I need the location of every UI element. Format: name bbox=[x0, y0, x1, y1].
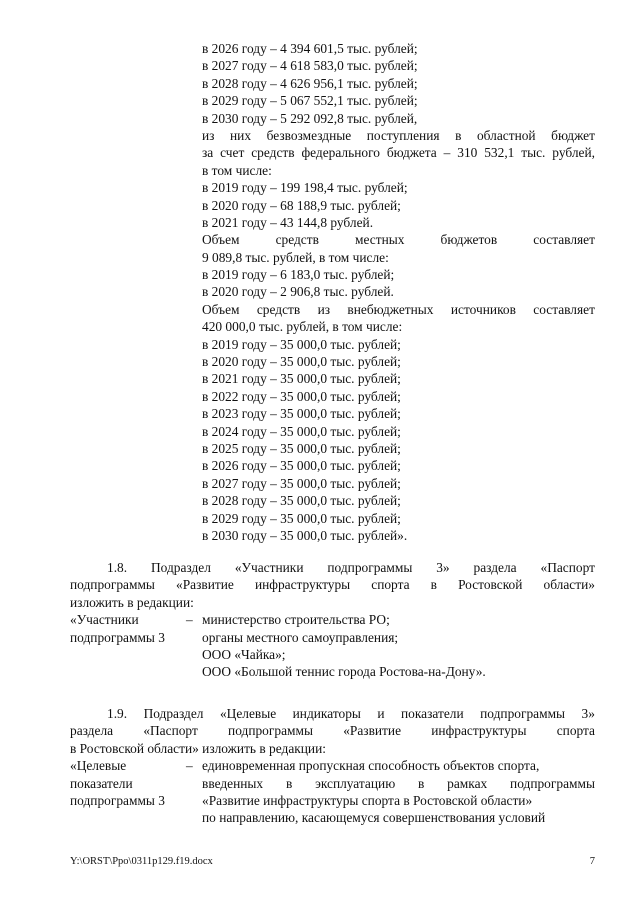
extra-year: в 2020 году – 35 000,0 тыс. рублей; bbox=[202, 354, 401, 370]
word: области» bbox=[543, 577, 595, 593]
row-value: по направлению, касающемуся совершенствования условий bbox=[202, 810, 546, 826]
participants-row bbox=[70, 611, 595, 628]
word: – bbox=[443, 145, 451, 161]
extra-year: в 2021 году – 35 000,0 тыс. рублей; bbox=[202, 371, 401, 387]
word: показатели bbox=[401, 706, 464, 721]
row-label: «Целевые bbox=[70, 758, 127, 774]
word: подпрограммы bbox=[228, 723, 313, 739]
word: «Паспорт bbox=[143, 723, 198, 739]
word: средств bbox=[256, 301, 301, 317]
word: счет bbox=[220, 145, 245, 161]
federal-line bbox=[202, 144, 595, 161]
paragraph-line: в Ростовской области» изложить в редакции: bbox=[70, 740, 326, 756]
extra-year: в 2026 году – 35 000,0 тыс. рублей; bbox=[202, 458, 401, 474]
row-value: министерство строительства РО; bbox=[202, 612, 390, 628]
indicators-row bbox=[70, 757, 595, 774]
row-dash bbox=[186, 809, 202, 826]
word: них bbox=[230, 127, 252, 143]
word: рамках bbox=[447, 775, 488, 791]
section-1-9 bbox=[70, 705, 595, 827]
extra-year: в 2024 году – 35 000,0 тыс. рублей; bbox=[202, 423, 401, 439]
word: 532,1 bbox=[484, 145, 515, 161]
word: из bbox=[202, 127, 215, 143]
row-value: единовременная пропускная способность объектов спорта, bbox=[202, 758, 540, 774]
row-dash: – bbox=[186, 612, 193, 628]
word: рублей, bbox=[552, 145, 595, 161]
word: федерального bbox=[301, 145, 380, 161]
budget-line: в 2026 году – 4 394 601,5 тыс. рублей; bbox=[202, 41, 418, 56]
word: Подраздел bbox=[143, 706, 204, 721]
budget-line: в 2028 году – 4 626 956,1 тыс. рублей; bbox=[202, 75, 418, 91]
word: средств bbox=[275, 232, 319, 248]
word: эксплуатацию bbox=[315, 775, 396, 791]
page-footer bbox=[70, 856, 595, 868]
row-dash bbox=[186, 663, 202, 680]
word: в bbox=[418, 775, 425, 791]
word: 1.9. bbox=[107, 706, 128, 721]
paragraph-line bbox=[70, 576, 595, 593]
indicators-row bbox=[70, 775, 595, 792]
local-year: в 2020 году – 2 906,8 тыс. рублей. bbox=[202, 284, 394, 300]
paragraph-line bbox=[70, 559, 595, 576]
word: Объем bbox=[202, 301, 240, 317]
row-label bbox=[70, 809, 186, 826]
word: бюджетов bbox=[440, 232, 498, 248]
row-label: «Участники bbox=[70, 612, 139, 628]
budget-line: в 2030 году – 5 292 092,8 тыс. рублей, bbox=[202, 110, 418, 126]
extra-year: в 2022 году – 35 000,0 тыс. рублей; bbox=[202, 388, 401, 404]
row-dash bbox=[186, 646, 202, 663]
word: в bbox=[455, 127, 462, 143]
row-value: ООО «Большой теннис города Ростова-на-Дону». bbox=[202, 664, 486, 680]
extra-year: в 2019 году – 35 000,0 тыс. рублей; bbox=[202, 336, 401, 352]
extra-year: в 2023 году – 35 000,0 тыс. рублей; bbox=[202, 406, 401, 422]
word: составляет bbox=[533, 232, 595, 248]
paragraph-line bbox=[70, 705, 595, 722]
word: безвозмездные bbox=[266, 127, 352, 143]
word: «Развитие bbox=[343, 723, 402, 739]
word: Подраздел bbox=[151, 560, 211, 575]
extra-year: в 2027 году – 35 000,0 тыс. рублей; bbox=[202, 475, 401, 491]
row-value: «Развитие инфраструктуры спорта в Ростовской области» bbox=[202, 792, 533, 808]
word: индикаторы bbox=[292, 706, 361, 721]
row-dash bbox=[186, 629, 202, 646]
word: «Целевые bbox=[219, 706, 277, 721]
word: подпрограммы bbox=[480, 706, 566, 721]
local-line bbox=[202, 231, 595, 248]
word: областной bbox=[476, 127, 536, 143]
word: средств bbox=[251, 145, 295, 161]
word: «Паспорт bbox=[540, 560, 595, 575]
word: в bbox=[430, 577, 437, 593]
page-number: 7 bbox=[589, 856, 595, 867]
row-dash bbox=[186, 775, 202, 792]
word: спорта bbox=[556, 723, 595, 739]
federal-year: в 2021 году – 43 144,8 рублей. bbox=[202, 214, 374, 230]
extra-year: в 2030 году – 35 000,0 тыс. рублей». bbox=[202, 527, 408, 543]
extra-line: 420 000,0 тыс. рублей, в том числе: bbox=[202, 319, 403, 335]
extra-line bbox=[202, 301, 595, 318]
word: в bbox=[285, 775, 293, 791]
federal-tail: в том числе: bbox=[202, 162, 272, 178]
row-label bbox=[70, 646, 186, 663]
section-1-8 bbox=[70, 559, 595, 681]
paragraph-line bbox=[70, 722, 595, 739]
participants-row bbox=[70, 629, 595, 646]
federal-year: в 2020 году – 68 188,9 тыс. рублей; bbox=[202, 197, 401, 213]
row-label: подпрограммы 3 bbox=[70, 629, 165, 645]
row-label bbox=[70, 663, 186, 680]
row-dash bbox=[186, 792, 202, 809]
word: и bbox=[377, 706, 385, 721]
row-value bbox=[202, 775, 595, 792]
word: внебюджетных bbox=[347, 301, 434, 317]
row-value: ООО «Чайка»; bbox=[202, 646, 286, 662]
row-label: показатели bbox=[70, 775, 133, 791]
budget-line: в 2027 году – 4 618 583,0 тыс. рублей; bbox=[202, 58, 418, 74]
participants-row bbox=[70, 646, 595, 663]
word: 3» bbox=[436, 560, 450, 575]
word: 3» bbox=[581, 706, 595, 721]
word: инфраструктуры bbox=[431, 723, 527, 739]
extra-year: в 2025 году – 35 000,0 тыс. рублей; bbox=[202, 440, 401, 456]
word: за bbox=[202, 145, 214, 161]
word: бюджета bbox=[386, 145, 437, 161]
word: из bbox=[317, 301, 331, 317]
word: раздела bbox=[473, 560, 517, 575]
word: поступления bbox=[366, 127, 440, 143]
row-label: подпрограммы 3 bbox=[70, 792, 165, 808]
participants-row bbox=[70, 663, 595, 680]
word: «Развитие bbox=[176, 577, 234, 593]
word: 1.8. bbox=[107, 560, 128, 575]
word: подпрограммы bbox=[327, 560, 413, 575]
extra-year: в 2029 году – 35 000,0 тыс. рублей; bbox=[202, 510, 401, 526]
word: тыс. bbox=[521, 145, 546, 161]
word: бюджет bbox=[551, 127, 595, 143]
local-line: 9 089,8 тыс. рублей, в том числе: bbox=[202, 249, 389, 265]
word: местных bbox=[355, 232, 405, 248]
row-value: органы местного самоуправления; bbox=[202, 629, 399, 645]
paragraph-line: изложить в редакции: bbox=[70, 594, 194, 610]
word: составляет bbox=[533, 301, 595, 317]
word: Ростовской bbox=[458, 577, 523, 593]
word: подпрограммы bbox=[510, 775, 595, 791]
word: 310 bbox=[457, 145, 478, 161]
local-year: в 2019 году – 6 183,0 тыс. рублей; bbox=[202, 267, 395, 283]
budget-block bbox=[202, 40, 595, 544]
extra-year: в 2028 году – 35 000,0 тыс. рублей; bbox=[202, 493, 401, 509]
word: спорта bbox=[371, 577, 410, 593]
word: «Участники bbox=[234, 560, 304, 575]
word: раздела bbox=[70, 723, 114, 739]
file-path: Y:\ORST\Ppo\0311p129.f19.docx bbox=[70, 856, 213, 867]
word: подпрограммы bbox=[70, 577, 155, 593]
federal-line bbox=[202, 127, 595, 144]
word: источников bbox=[450, 301, 516, 317]
row-dash: – bbox=[186, 758, 193, 774]
budget-line: в 2029 году – 5 067 552,1 тыс. рублей; bbox=[202, 93, 418, 109]
indicators-row bbox=[70, 792, 595, 809]
federal-year: в 2019 году – 199 198,4 тыс. рублей; bbox=[202, 180, 408, 196]
word: Объем bbox=[202, 232, 240, 248]
indicators-row bbox=[70, 809, 595, 826]
word: введенных bbox=[202, 775, 264, 791]
word: инфраструктуры bbox=[254, 577, 351, 593]
